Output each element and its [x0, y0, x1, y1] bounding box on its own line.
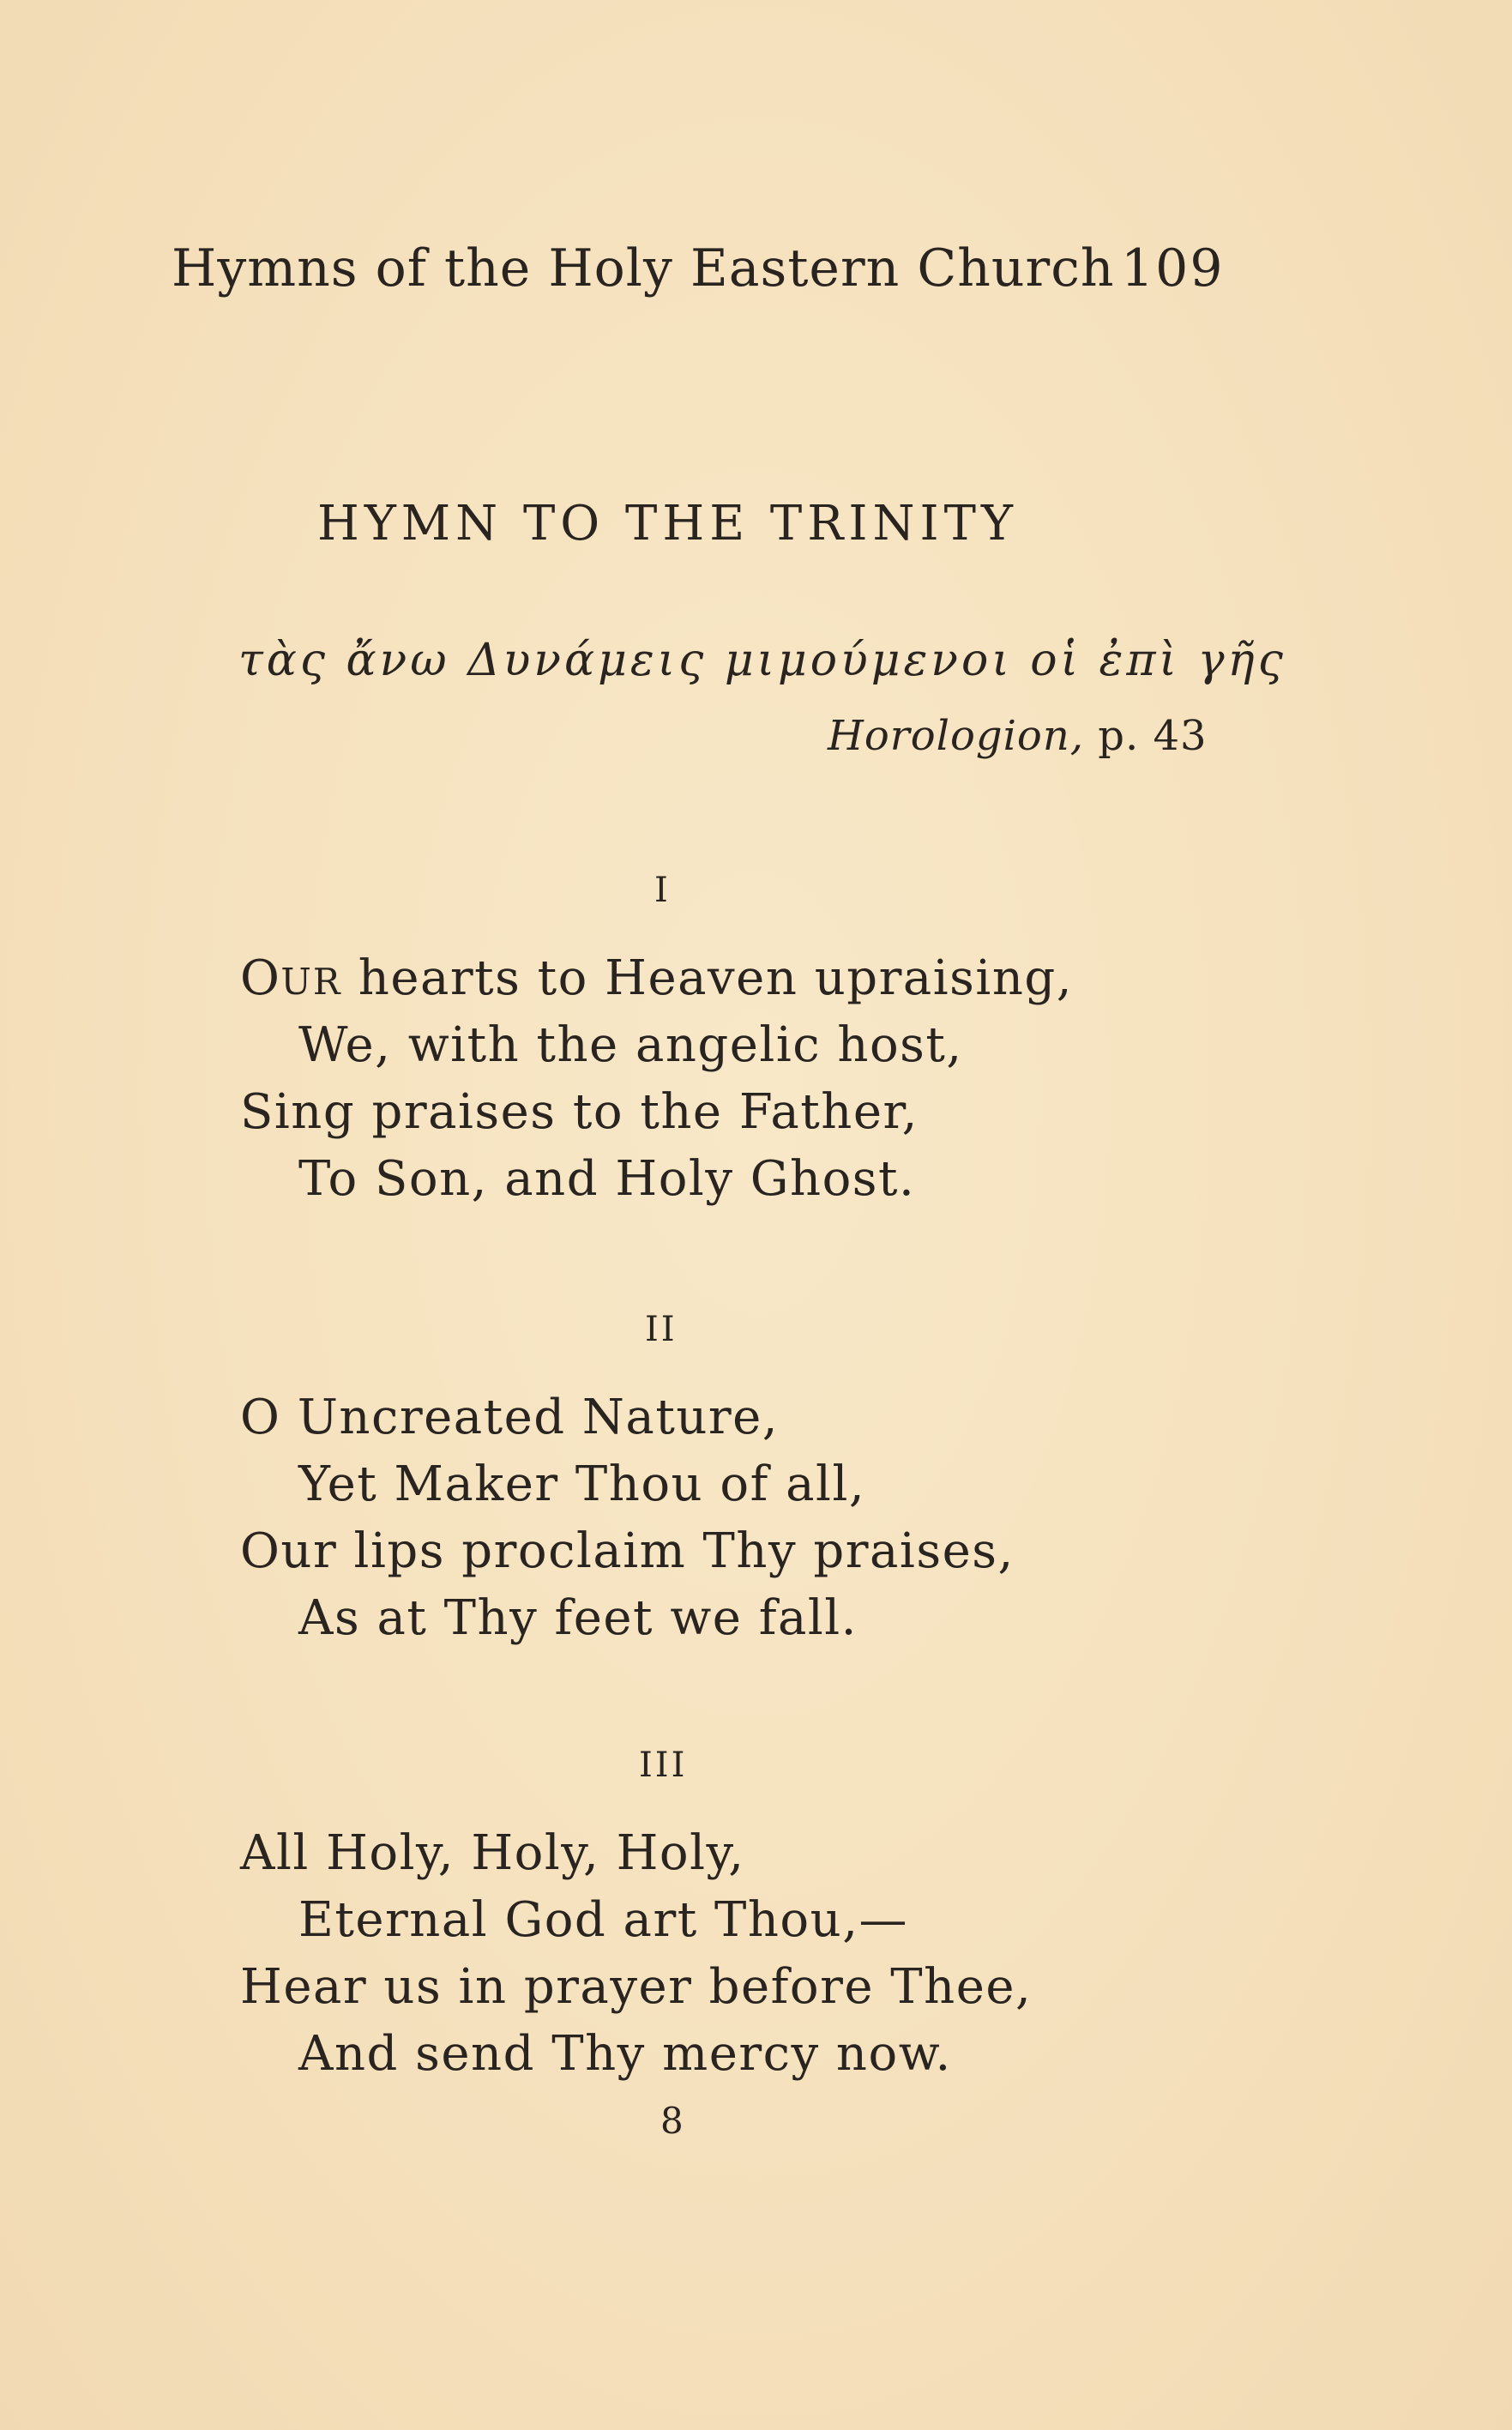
stanza-numeral-2: II — [645, 1310, 678, 1349]
page-number: 109 — [1121, 238, 1225, 298]
source-page: p. 43 — [1098, 712, 1208, 760]
verse-line-1-1 — [240, 950, 1073, 1006]
source-work: Horologion, — [828, 712, 1084, 760]
printer-signature-mark: 8 — [660, 2100, 684, 2142]
verse-line-2-3: Our lips proclaim Thy praises, — [240, 1523, 1015, 1579]
running-title: Hymns of the Holy Eastern Church — [172, 238, 1115, 298]
verse-line-2-2: Yet Maker Thou of all, — [298, 1456, 866, 1512]
stanza-numeral-1: I — [654, 871, 671, 910]
verse-line-remainder: hearts to Heaven upraising, — [341, 950, 1074, 1006]
verse-line-1-4: To Son, and Holy Ghost. — [298, 1151, 916, 1207]
verse-line-1-2: We, with the angelic host, — [298, 1017, 963, 1073]
source-citation — [828, 712, 1208, 760]
greek-epigraph: τὰς ἄνω Δυνάμεις μιμούμενοι οἱ ἐπὶ γῆς — [238, 635, 1286, 686]
drop-initial: O — [240, 950, 281, 1006]
verse-line-3-3: Hear us in prayer before Thee, — [240, 1959, 1033, 2015]
verse-line-3-1: All Holy, Holy, Holy, — [240, 1825, 745, 1881]
stanza-numeral-3: III — [639, 1746, 688, 1785]
verse-line-2-4: As at Thy feet we fall. — [298, 1590, 858, 1646]
smallcaps-word: UR — [280, 961, 342, 1003]
verse-line-1-3: Sing praises to the Father, — [240, 1084, 919, 1140]
verse-line-3-4: And send Thy mercy now. — [298, 2026, 952, 2082]
hymn-title: HYMN TO THE TRINITY — [317, 496, 1018, 552]
verse-line-3-2: Eternal God art Thou,— — [298, 1892, 909, 1948]
verse-line-2-1: O Uncreated Nature, — [240, 1390, 780, 1445]
